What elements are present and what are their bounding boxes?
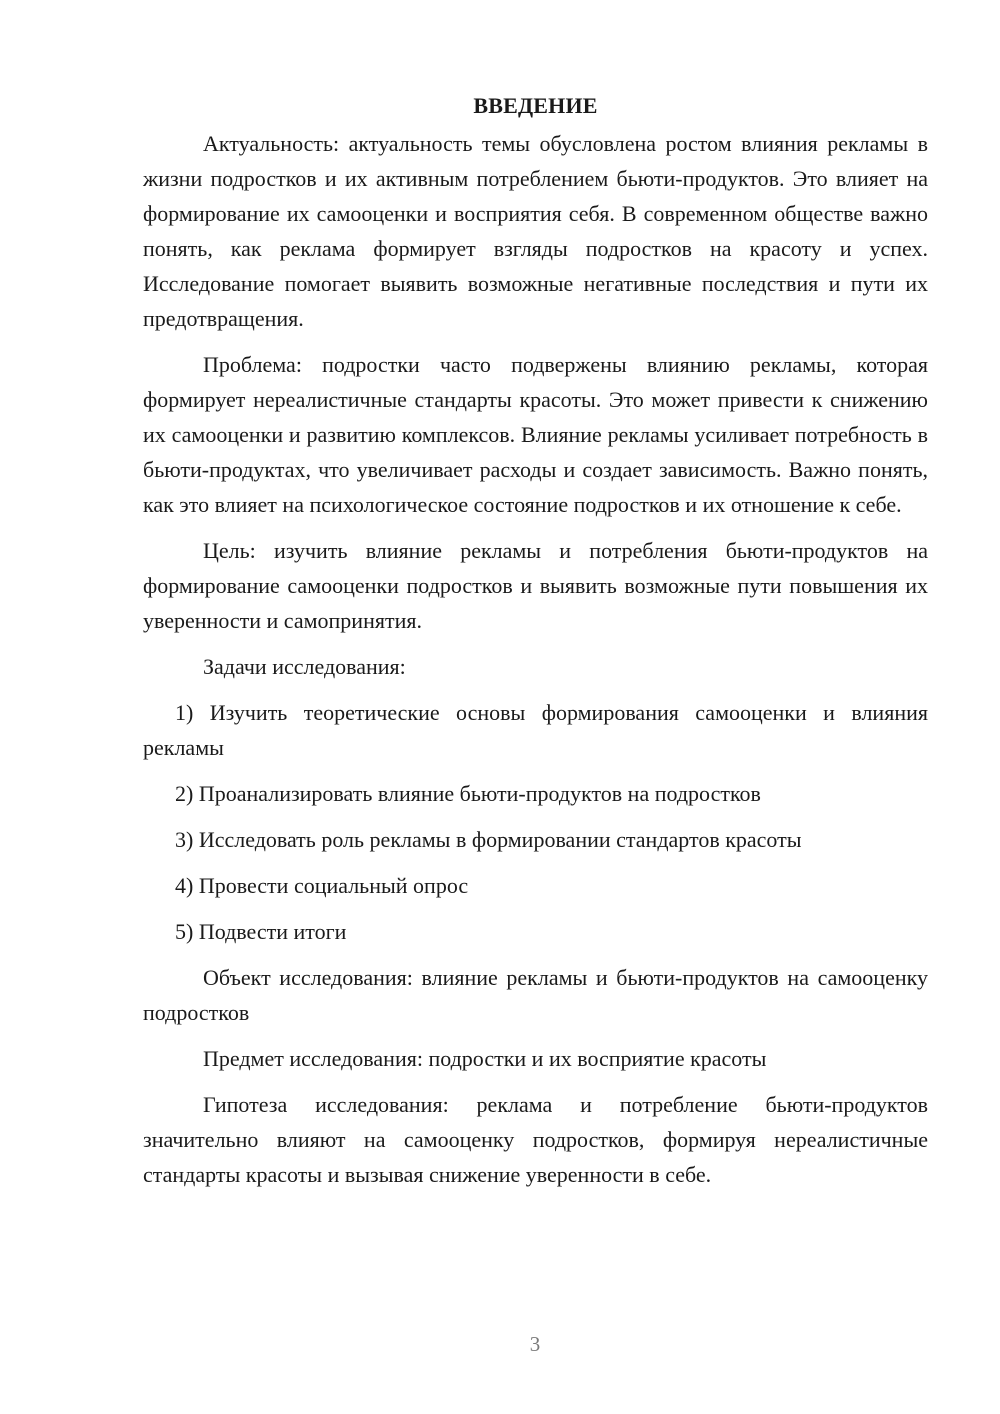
paragraph-subject: Предмет исследования: подростки и их восприятие красоты xyxy=(203,1046,767,1071)
document-page xyxy=(143,88,928,1203)
paragraph-problem: Проблема: подростки часто подвержены влиянию рекламы, которая формирует нереалистичные стандарты красоты. Это может привести к снижению их самооценки и развитию комплексов. Влияние рекламы усиливает потребность в бьюти-продуктах, что увеличивает расходы и создает зависимость. Важно понять, как это влияет на психологическое состояние подростков и их отношение к себе. xyxy=(143,352,928,517)
paragraph-goal: Цель: изучить влияние рекламы и потребления бьюти-продуктов на формирование самооценки подростков и выявить возможные пути повышения их уверенности и самопринятия. xyxy=(143,538,928,633)
paragraph-object: Объект исследования: влияние рекламы и бьюти-продуктов на самооценку подростков xyxy=(143,965,928,1025)
page-title: ВВЕДЕНИЕ xyxy=(473,93,598,118)
paragraph-relevance: Актуальность: актуальность темы обусловлена ростом влияния рекламы в жизни подростков и их активным потреблением бьюти-продуктов. Это влияет на формирование их самооценки и восприятия себя. В современном обществе важно понять, как реклама формирует взгляды подростков на красоту и успех. Исследование помогает выявить возможные негативные последствия и пути их предотвращения. xyxy=(143,131,928,331)
paragraph-hypothesis: Гипотеза исследования: реклама и потребление бьюти-продуктов значительно влияют на самооценку подростков, формируя нереалистичные стандарты красоты и вызывая снижение уверенности в себе. xyxy=(143,1092,928,1187)
task-item-4: 4) Провести социальный опрос xyxy=(175,873,469,898)
page-number: 3 xyxy=(529,1332,541,1356)
task-item-5: 5) Подвести итоги xyxy=(175,919,347,944)
tasks-heading: Задачи исследования: xyxy=(203,654,406,679)
task-item-3: 3) Исследовать роль рекламы в формировании стандартов красоты xyxy=(175,827,802,852)
task-item-1: 1) Изучить теоретические основы формирования самооценки и влияния рекламы xyxy=(143,700,928,760)
task-item-2: 2) Проанализировать влияние бьюти-продуктов на подростков xyxy=(175,781,761,806)
